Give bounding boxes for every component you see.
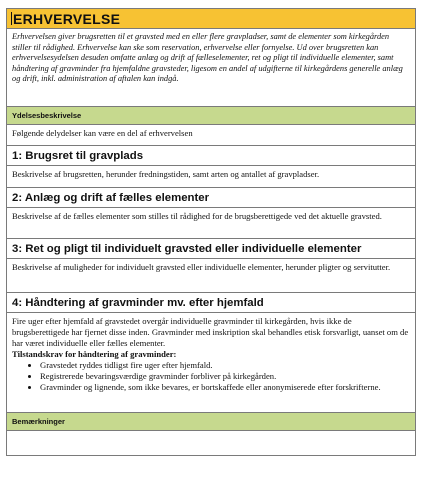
remarks-label: Bemærkninger xyxy=(7,413,415,431)
document-page xyxy=(6,8,416,456)
section-4-requirements-list xyxy=(12,360,410,392)
title-bar xyxy=(7,9,415,29)
list-item: • Gravminder og lignende, som ikke bevares, er bortskaffede eller anonymiserede efter forskrifterne. xyxy=(40,382,410,393)
section-2-text: Beskrivelse af de fælles elementer som stilles til rådighed for de brugsberettigede ved det aktuelle gravsted. xyxy=(7,208,415,239)
section-3-heading: 3: Ret og pligt til individuelt gravsted eller individuelle elementer xyxy=(7,239,415,259)
text-cursor xyxy=(11,12,12,25)
list-item: • Registrerede bevaringsværdige gravminder forbliver på kirkegården. xyxy=(40,371,410,382)
section-4-body xyxy=(7,313,415,413)
section-4-text: Fire uger efter hjemfald af gravstedet overgår individuelle gravminder til kirkegården, hvis ikke de brugsberettigede har fjernet disse inden. Gravminder med inskription skal behandles etisk forsvarligt, uanset om de har været individuelle eller fælles elementer. xyxy=(12,316,409,348)
intro-paragraph: Erhvervelsen giver brugsretten til et gravsted med en eller flere gravpladser, samt de elementer som kirkegården stiller til rådighed. Erhvervelse kan ske som reservation, erhvervelse eller fornyelse. Ud over brugsretten kan erhvervelsesydelsen desuden omfatte anlæg og drift af fælleselementer, ret og pligt til individuelle elementer, samt håndtering af gravminder fra hjemfaldne gravsteder, ligesom en andel af udgifterne til kirkegårdens generelle anlæg og drift, inkl. administration af aftalen kan indgå. xyxy=(7,29,415,107)
section-1-text: Beskrivelse af brugsretten, herunder fredningstiden, samt arten og antallet af gravpladser. xyxy=(7,166,415,188)
ydelse-text: Følgende delydelser kan være en del af erhvervelsen xyxy=(7,125,415,146)
section-4-requirements-title: Tilstandskrav for håndtering af gravminder: xyxy=(12,349,177,360)
list-item: • Gravstedet ryddes tidligst fire uger efter hjemfald. xyxy=(40,360,410,371)
remarks-field[interactable] xyxy=(7,431,415,455)
section-1-heading: 1: Brugsret til gravplads xyxy=(7,146,415,166)
section-2-heading: 2: Anlæg og drift af fælles elementer xyxy=(7,188,415,208)
section-4-heading: 4: Håndtering af gravminder mv. efter hjemfald xyxy=(7,293,415,313)
ydelse-label: Ydelsesbeskrivelse xyxy=(7,107,415,125)
document-title[interactable]: ERHVERVELSE xyxy=(13,10,121,27)
section-3-text: Beskrivelse af muligheder for individuelt gravsted eller individuelle elementer, herunder pligter og servitutter. xyxy=(7,259,415,293)
